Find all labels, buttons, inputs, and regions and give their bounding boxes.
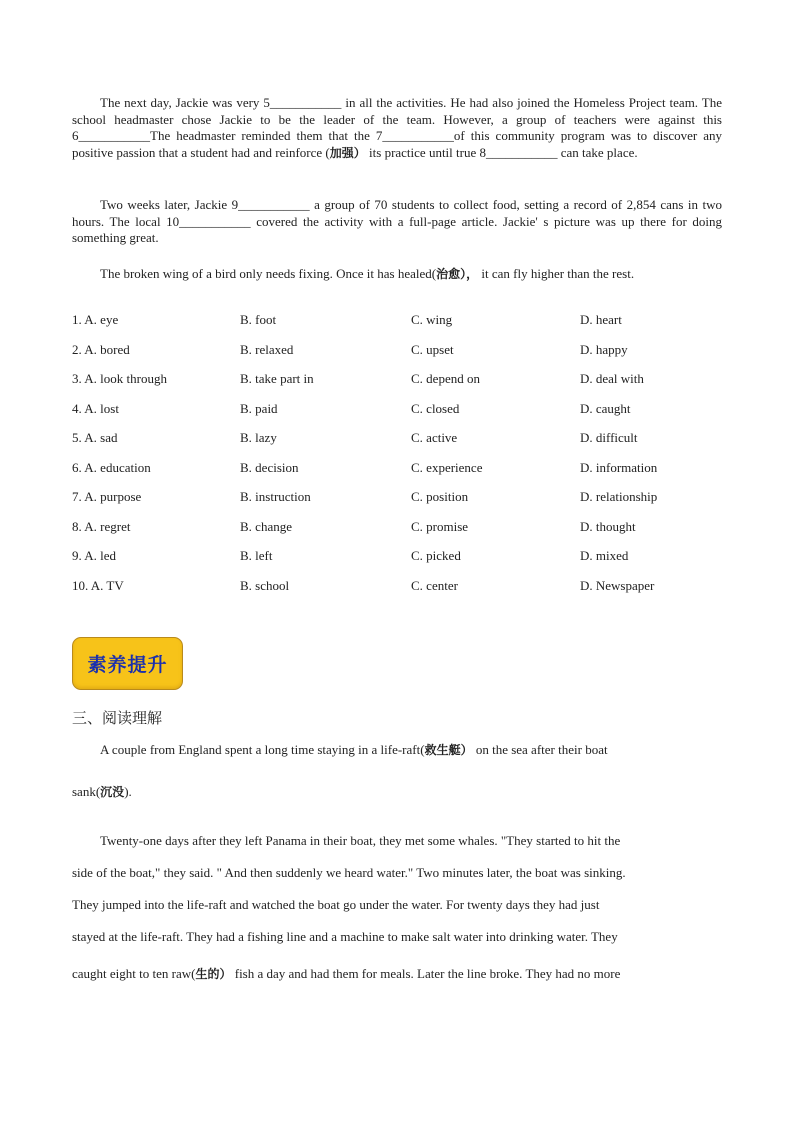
option-a: 4. A. lost (72, 400, 119, 416)
passage-text: its practice until true 8___________ can take place. (365, 144, 638, 160)
passage-paragraph-2: Two weeks later, Jackie 9___________ a group of 70 students to collect food, setting a record of 2,854 cans in two hours. The local 10___________ covered the activity with a full-page article. Jackie' s picture was up there for doing something great. (72, 197, 722, 245)
option-a: 9. A. led (72, 548, 117, 563)
question-row (72, 342, 722, 372)
option-b: B. school (240, 577, 290, 593)
option-b: B. instruction (240, 489, 311, 504)
option-d: D. heart (580, 312, 622, 327)
option-d: D. relationship (580, 489, 658, 504)
option-d: D. mixed (580, 548, 629, 563)
question-row (72, 519, 722, 549)
reading-line (100, 741, 608, 758)
reading-line: side of the boat," they said. " And then suddenly we heard water." Two minutes later, the boat was sinking. (72, 865, 626, 880)
chinese-gloss: 加强） (329, 145, 366, 160)
question-row (72, 430, 722, 460)
option-d: D. difficult (580, 430, 638, 445)
chinese-gloss: 生的） (195, 967, 232, 981)
reading-text: ). (124, 784, 132, 799)
reading-passage (72, 741, 722, 991)
question-row (72, 371, 722, 401)
question-row (72, 548, 722, 578)
passage-paragraph-3 (72, 263, 722, 285)
option-d: D. happy (580, 341, 628, 357)
option-a: 2. A. bored (72, 341, 130, 357)
question-row (72, 460, 722, 490)
option-d: D. thought (580, 518, 636, 534)
reading-line: stayed at the life-raft. They had a fishing line and a machine to make salt water into drinking water. They (72, 929, 618, 944)
option-b: B. lazy (240, 430, 277, 445)
option-a: 5. A. sad (72, 430, 118, 445)
passage-text: it can fly higher than the rest. (478, 266, 635, 281)
question-row (72, 578, 722, 608)
reading-text: sank( (72, 784, 101, 799)
passage-text: The next day, Jackie was very 5___________ in all the activities. He had also joined the Homeless Project team. The school headmaster chose Jackie to be the leader of the team. However, a group of teachers were against this 6___________The headmaster reminded them that the 7___________of this community program was to discover any positive passion that a student had and reinforce ( (72, 95, 722, 160)
reading-line (72, 965, 620, 982)
passage-paragraph-1 (72, 95, 722, 161)
reading-text: A couple from England spent a long time staying in a life-raft( (100, 742, 425, 757)
option-a: 8. A. regret (72, 518, 131, 534)
option-d: D. information (580, 459, 658, 475)
option-b: B. relaxed (240, 341, 294, 357)
section-badge-label: 素养提升 (87, 654, 168, 676)
option-c: C. upset (411, 341, 454, 357)
option-d: D. Newspaper (580, 577, 655, 593)
option-a: 10. A. TV (72, 577, 124, 593)
reading-line: They jumped into the life-raft and watched the boat go under the water. For twenty days they had just (72, 897, 600, 912)
chinese-gloss: 沉没 (100, 785, 125, 799)
option-b: B. take part in (240, 371, 314, 386)
option-a: 3. A. look through (72, 371, 167, 386)
chinese-gloss: 治愈）， (436, 267, 479, 281)
option-c: C. closed (411, 400, 460, 416)
option-b: B. foot (240, 312, 277, 327)
question-row (72, 489, 722, 519)
reading-line (72, 783, 132, 800)
question-row (72, 312, 722, 342)
chinese-gloss: 救生艇） (424, 743, 473, 757)
reading-line: Twenty-one days after they left Panama in their boat, they met some whales. "They started to hit the (100, 833, 621, 848)
option-c: C. wing (411, 312, 453, 327)
section-badge (72, 637, 183, 690)
option-c: C. depend on (411, 371, 480, 386)
option-a: 7. A. purpose (72, 489, 142, 504)
reading-text: fish a day and had them for meals. Later the line broke. They had no more (231, 966, 621, 981)
reading-text: on the sea after their boat (472, 742, 608, 757)
answer-options-table (72, 312, 722, 607)
option-b: B. decision (240, 459, 299, 475)
option-b: B. left (240, 548, 273, 563)
option-c: C. active (411, 430, 458, 445)
section-heading: 三、阅读理解 (72, 709, 163, 727)
reading-text: caught eight to ten raw( (72, 966, 196, 981)
passage-text: The broken wing of a bird only needs fixing. Once it has healed( (100, 266, 437, 281)
option-b: B. change (240, 518, 292, 534)
option-d: D. caught (580, 400, 631, 416)
option-d: D. deal with (580, 371, 644, 386)
option-a: 1. A. eye (72, 312, 119, 327)
option-c: C. center (411, 577, 458, 593)
option-a: 6. A. education (72, 459, 151, 475)
option-c: C. experience (411, 459, 483, 475)
option-b: B. paid (240, 400, 278, 416)
option-c: C. promise (411, 518, 469, 534)
option-c: C. position (411, 489, 469, 504)
option-c: C. picked (411, 548, 461, 563)
question-row (72, 401, 722, 431)
